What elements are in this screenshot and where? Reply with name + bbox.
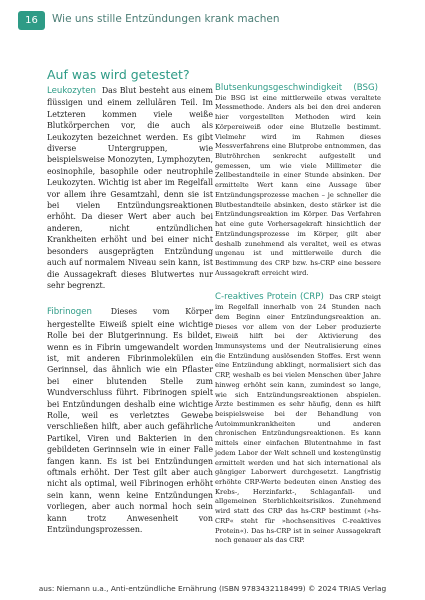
footer-citation: aus: Niemann u.a., Anti-entzündliche Ernährung (ISBN 9783432118499) © 2024 TRIAS Verlag — [38, 584, 387, 593]
paragraph-text: Das Blut besteht aus einem flüssigen und einem zellulären Teil. Im Letzteren kommen viele weiße Blutkörperchen vor, die auch als Leukozyten bezeichnet werden. Es gibt diverse Untergruppen, wie beispielsweise Monozyten, Lymphozyten, eosinophile, basophile oder neutrophile Leukozyten. Wichtig ist aber im Regelfall vor allem ihre Gesamtzahl, denn sie ist bei vielen Entzündungsreaktionen erhöht. Da dieser Wert aber auch bei anderen, nicht entzündlichen Krankheiten erhöht und bei einer nicht besonders ausgeprägten Entzündung auch auf normalem Niveau sein kann, ist die Aussagekraft dieses Blutwertes nur sehr begrenzt. — [47, 86, 213, 290]
term-label: Fibrinogen — [47, 307, 92, 318]
page-header — [0, 0, 425, 44]
paragraph-text: Das CRP steigt im Regelfall innerhalb von 24 Stunden nach dem Beginn einer Entzündungsreaktion an. Dieses vor allem von der Leber produzierte Eiweiß hilft bei der Aktivierung des Immunsystems und der Neutralisierung eines die Entzündung auslösenden Stoffes. Erst wenn eine Entzündung abklingt, normalisiert sich das CRP, weshalb es bei vielen Menschen über Jahre hinweg erhöht sein kann, zumindest so lange, wie sich Entzündungsreaktionen abspielen. Ärzte bestimmen es sehr häufig, denn es hilft beispielsweise bei der Behandlung von Autoimmunkrankheiten und anderen chronischen Entzündungsreaktionen. Es kann mittels einer einfachen Blutentnahme in fast jedem Labor der Welt schnell und kostengünstig ermittelt werden und hat sich international als gängiger Laborwert durchgesetzt. Langfristig erhöhte CRP-Werte bedeuten einen Anstieg des Krebs-, Herzinfarkt-, Schlaganfall- und allgemeinen Sterblichkeitsrisikos. Zunehmend wird statt des CRP das hs-CRP bestimmt (»hs-CRP« steht für »hochsensitives C-reaktives Protein«). Das hs-CRP ist in seiner Aussagekraft noch genauer als das CRP. — [215, 293, 381, 545]
term-label: Leukozyten — [47, 86, 96, 96]
section-title: Auf was wird getestet? — [47, 67, 190, 82]
paragraph-crp — [215, 293, 381, 546]
paragraph-text: Die BSG ist eine mittlerweile etwas veraltete Messmethode. Anders als bei den drei anderen hier vorgestellten Methoden wird kein Körpereiweiß oder eine Blutzelle bestimmt. Vielmehr wird im Rahmen dieses Messverfahrens eine Blutprobe entnommen, das Blutröhrchen senkrecht aufgestellt und gemessen, um wie viele Millimeter die Zellbestandteile in einer Stunde absinken. Der ermittelte Wert kann eine Aussage über Entzündungsprozesse machen – je schneller die Blutbestandteile absinken, desto stärker ist die Entzündungsreaktion im Körper. Das Verfahren hat eine gute Vorhersagekraft hinsichtlich der Entzündungsprozesse im Körper, gilt aber deshalb zunehmend als veraltet, weil es etwas ungenau ist und mittlerweile durch die Bestimmung des CRP bzw. hs-CRP eine bessere Aussagekraft erreicht wird. — [215, 93, 381, 277]
paragraph-text: Dieses vom Körper hergestellte Eiweiß spielt eine wichtige Rolle bei der Blutgerinnung. Es bildet, wenn es in Fibrin umgewandelt worden ist, mit anderen Fibrinmolekülen ein Gerinnsel, das ähnlich wie ein Pflaster bei einer blutenden Stelle zum Wundverschluss führt. Fibrinogen spielt bei Entzündungen deshalb eine wichtige Rolle, weil es verletztes Gewebe verschließen hilft, aber auch gefährliche Partikel, Viren und Bakterien in den gebildeten Gerinnseln wie in einer Falle fangen kann. Es ist bei Entzündungen oftmals erhöht. Der Test gilt aber auch nicht als optimal, weil Fibrinogen erhöht sein kann, wenn keine Entzündungen vorliegen, aber auch normal hoch sein kann trotz Anwesenheit von Entzündungsprozessen. — [47, 307, 213, 535]
page-number: 16 — [18, 11, 45, 30]
left-column — [47, 68, 213, 550]
running-head: Wie uns stille Entzündungen krank machen — [52, 13, 280, 25]
paragraph-fibrinogen — [47, 306, 213, 535]
paragraph-bsg — [215, 84, 381, 278]
term-label: Blutsenkungsgeschwindigkeit (BSG) — [215, 83, 378, 93]
right-column — [215, 84, 381, 561]
term-label: C-reaktives Protein (CRP) — [215, 292, 324, 303]
paragraph-leukozyten — [47, 85, 213, 291]
